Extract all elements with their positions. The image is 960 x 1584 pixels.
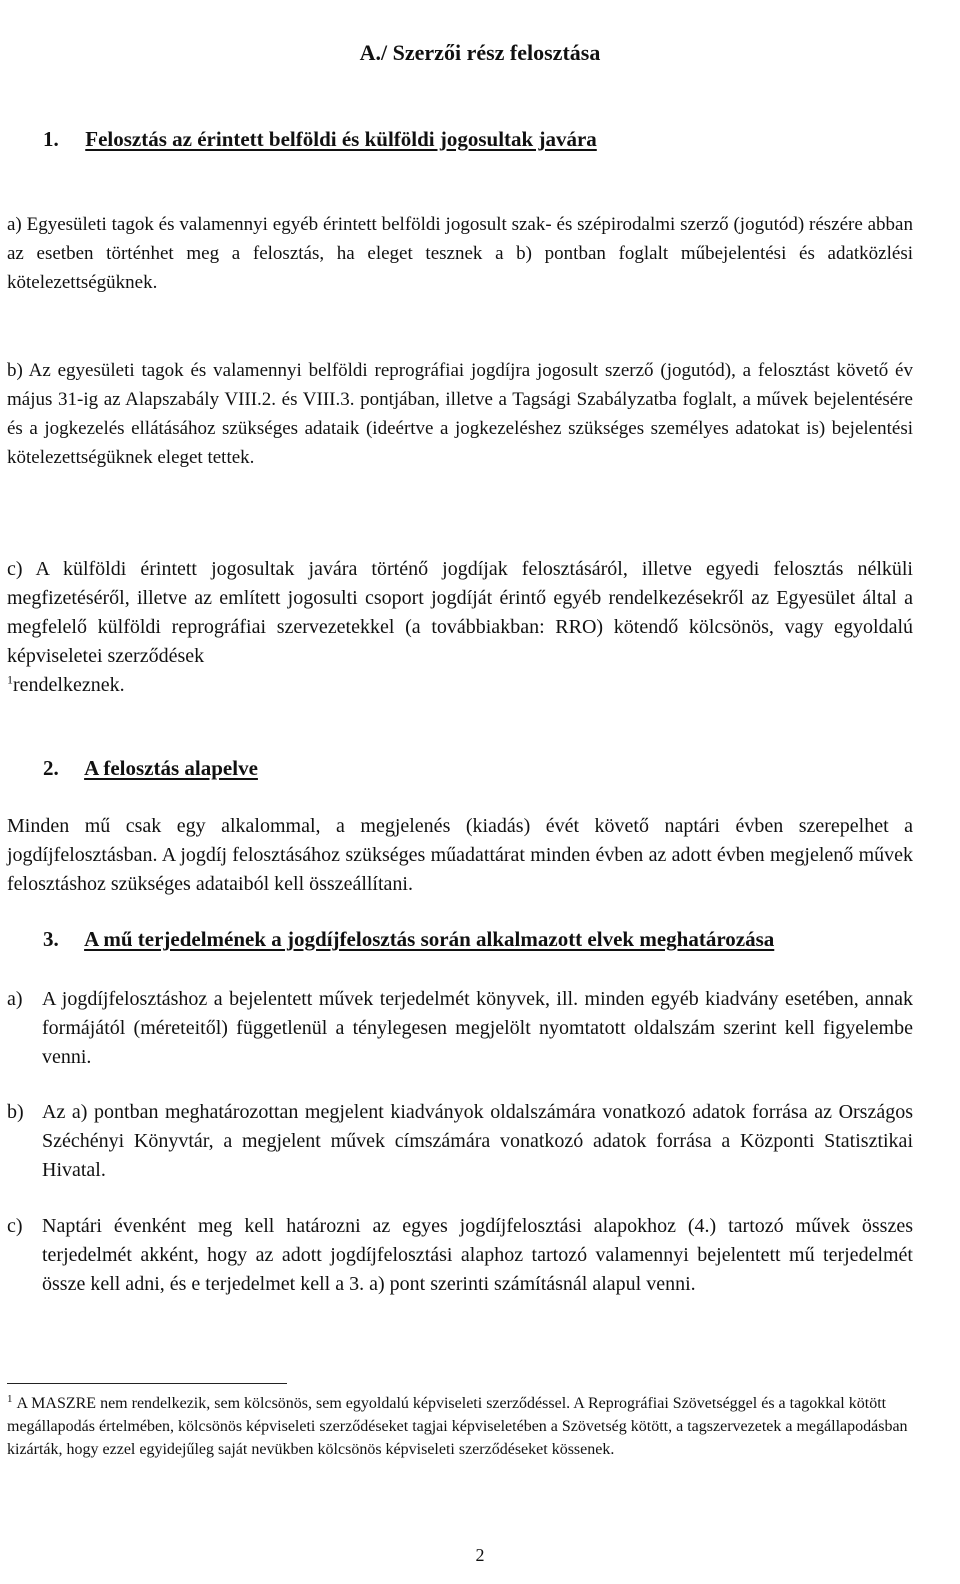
section-2-number: 2. [43, 756, 59, 780]
footnote [7, 1392, 917, 1461]
footnote-separator [7, 1383, 287, 1384]
section-3-title: A mű terjedelmének a jogdíjfelosztás során alkalmazott elvek meghatározása [84, 927, 775, 951]
footnote-text: A MASZRE nem rendelkezik, sem kölcsönös, sem egyoldalú képviseleti szerződéssel. A Reprográfiai Szövetséggel és a tagokkal kötött megállapodás értelmében, kölcsönös képviseleti szerződéseket tagjai képviseletében a Szövetség kötött, a tagszervezetek a megállapodásban kizárták, hogy ezzel egyidejűleg saját nevükben kölcsönös képviseleti szerződéseket kössenek. [7, 1395, 908, 1458]
section-1-paragraph-c [7, 555, 913, 700]
item-marker: c) [7, 1215, 23, 1237]
section-3-item-c [7, 1212, 913, 1299]
section-2-title: A felosztás alapelve [84, 756, 258, 780]
footnote-mark: 1 [7, 1392, 13, 1405]
section-1-paragraph-c-end: rendelkeznek. [13, 674, 125, 696]
section-3-number: 3. [43, 927, 59, 951]
section-1-number: 1. [43, 127, 59, 151]
section-1-paragraph-c-text: c) A külföldi érintett jogosultak javára történő jogdíjak felosztásáról, illetve egyedi felosztás nélküli megfizetéséről, illetve az említett jogosulti csoport jogdíját érintő egyéb rendelkezésekről az Egyesület által a megfelelő külföldi reprográfiai szervezetekkel (a továbbiakban: RRO) kötendő kölcsönös, vagy egyoldalú képviseletei szerződések [7, 558, 913, 667]
section-3-heading [43, 926, 774, 952]
section-1-heading [43, 126, 597, 152]
item-marker: a) [7, 988, 23, 1010]
section-3-item-a [7, 985, 913, 1072]
item-text: A jogdíjfelosztáshoz a bejelentett művek terjedelmét könyvek, ill. minden egyéb kiadvány esetében, annak formájától (méreteitől) függetlenül a ténylegesen megjelölt nyomtatott oldalszám szerint kell figyelembe venni. [42, 988, 913, 1068]
item-marker: b) [7, 1101, 24, 1123]
section-1-paragraph-b: b) Az egyesületi tagok és valamennyi belföldi reprográfiai jogdíjra jogosult szerző (jogutód), a felosztást követő év május 31-ig az Alapszabály VIII.2. és VIII.3. pontjában, illetve a Tagsági Szabályzatba foglalt, a művek bejelentésére és a jogkezelés ellátásához szükséges adataik (ideértve a jogkezeléshez szükséges személyes adatokat is) bejelentési kötelezettségüknek eleget tettek. [7, 360, 913, 468]
section-1-title: Felosztás az érintett belföldi és külföldi jogosultak javára [85, 127, 597, 151]
section-2-heading [43, 755, 258, 781]
section-3-item-b [7, 1098, 913, 1185]
footnote-reference[interactable]: 1 [7, 672, 13, 687]
item-text: Naptári évenként meg kell határozni az egyes jogdíjfelosztási alapokhoz (4.) tartozó művek összes terjedelmét akként, hogy az adott jogdíjfelosztási alaphoz tartozó valamennyi bejelentett mű terjedelmét össze kell adni, és e terjedelmet kell a 3. a) pont szerinti számításnál alapul venni. [42, 1215, 913, 1295]
section-2-paragraph: Minden mű csak egy alkalommal, a megjelenés (kiadás) évét követő naptári évben szerepelhet a jogdíjfelosztásban. A jogdíj felosztásához szükséges műadattárat minden évben az adott évben megjelenő művek felosztáshoz szükséges adataiból kell összeállítani. [7, 815, 913, 895]
section-1-paragraph-a: a) Egyesületi tagok és valamennyi egyéb érintett belföldi jogosult szak- és szépirodalmi szerző (jogutód) részére abban az esetben történhet meg a felosztás, ha eleget tesznek a b) pontban foglalt műbejelentési és adatközlési kötelezettségüknek. [7, 214, 913, 293]
page-title: A./ Szerzői rész felosztása [359, 40, 601, 65]
page-number: 2 [475, 1545, 485, 1565]
item-text: Az a) pontban meghatározottan megjelent kiadványok oldalszámára vonatkozó adatok forrása az Országos Széchényi Könyvtár, a megjelent művek címszámára vonatkozó adatok forrása a Központi Statisztikai Hivatal. [42, 1101, 913, 1181]
